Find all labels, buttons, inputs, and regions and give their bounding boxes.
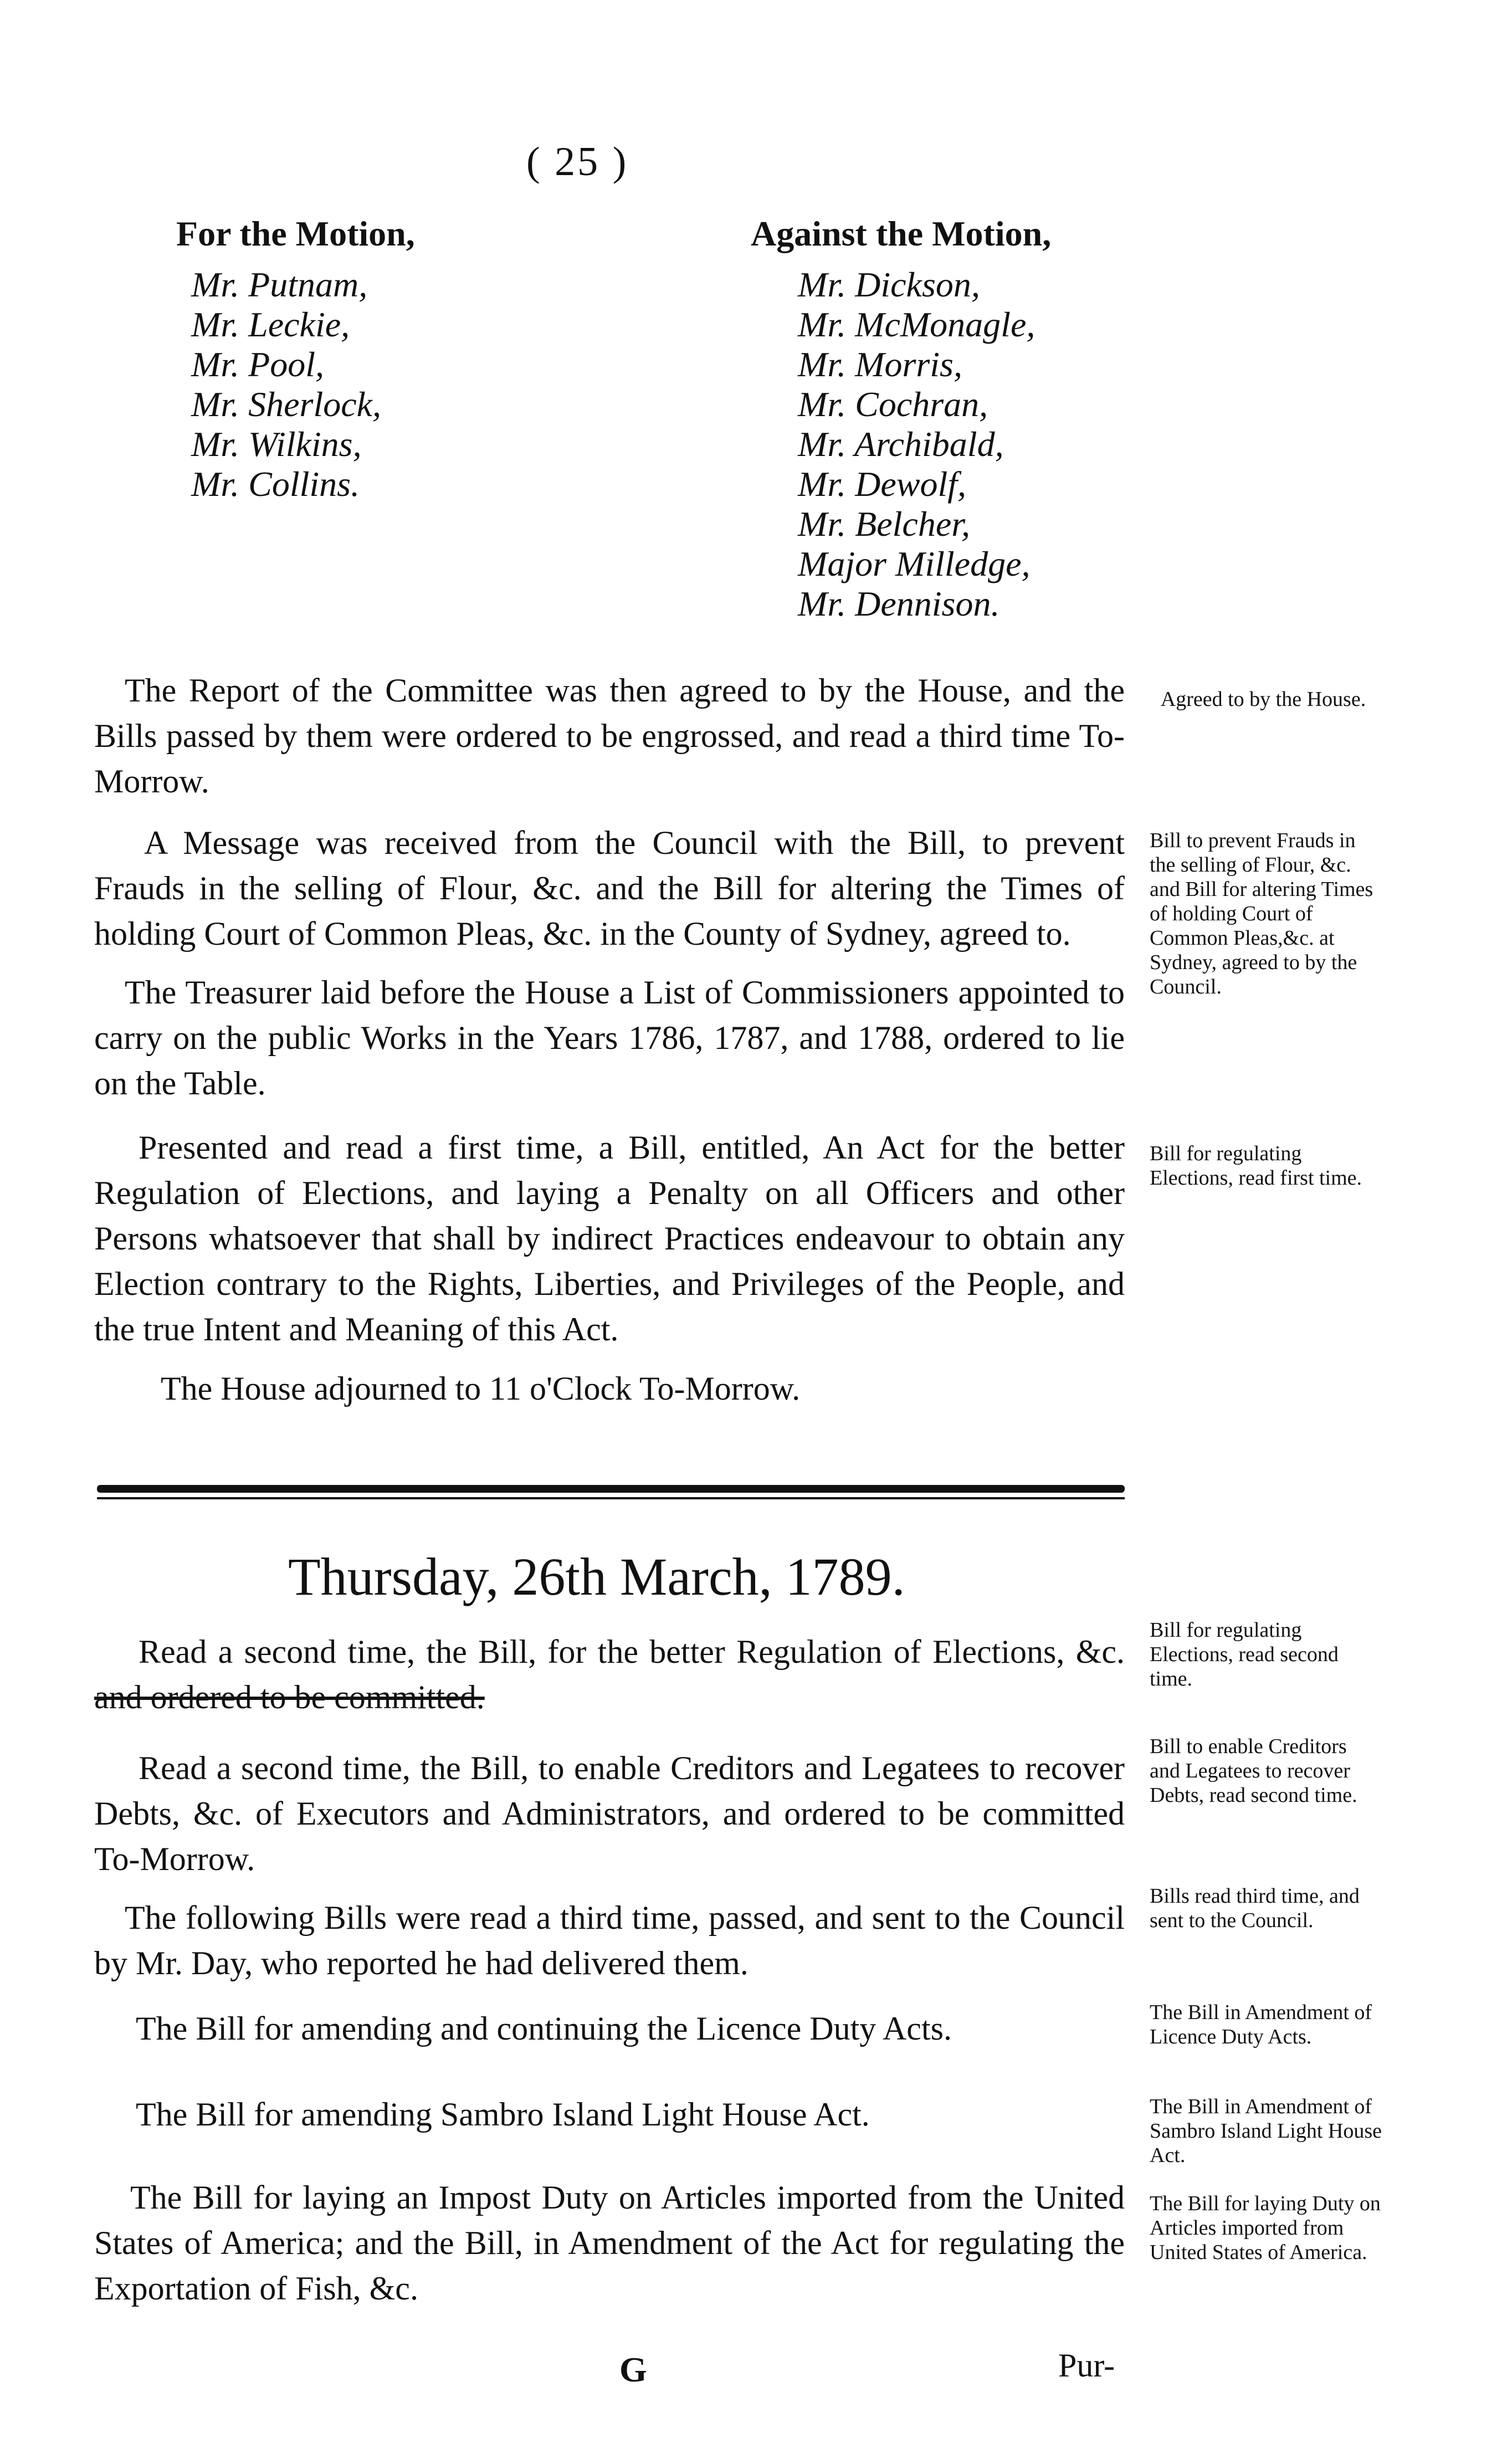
against-motion-heading: Against the Motion, xyxy=(751,214,1052,253)
for-motion-names xyxy=(191,265,381,504)
for-motion-heading: For the Motion, xyxy=(176,214,415,253)
for-name: Mr. Putnam, xyxy=(191,265,368,304)
margin-note-impost: The Bill for laying Duty on Articles imported from United States of America. xyxy=(1150,2192,1381,2264)
against-name: Major Milledge, xyxy=(798,544,1031,583)
for-name: Mr. Sherlock, xyxy=(191,385,382,424)
section-rule xyxy=(97,1485,1125,1493)
against-name: Mr. Cochran, xyxy=(798,385,988,424)
margin-note-regulating-second: Bill for regulating Elections, read second time. xyxy=(1150,1618,1339,1691)
against-name: Mr. Dewolf, xyxy=(798,464,966,504)
licence-bill: The Bill for amending and continuing the Licence Duty Acts. xyxy=(136,2010,952,2047)
date-heading: Thursday, 26th March, 1789. xyxy=(288,1547,905,1606)
against-motion-names xyxy=(798,265,1035,624)
catchword: Pur- xyxy=(1058,2347,1115,2384)
margin-note-third: Bills read third time, and sent to the Council. xyxy=(1150,1884,1360,1932)
margin-note-creditors: Bill to enable Creditors and Legatees to recover Debts, read second time. xyxy=(1150,1735,1357,1807)
treasurer-paragraph: The Treasurer laid before the House a List of Commissioners appointed to carry on the public Works in the Years 1786, 1787, and 1788, ordered to lie on the Table. xyxy=(94,974,1125,1102)
for-name: Mr. Leckie, xyxy=(191,305,350,344)
for-name: Mr. Pool, xyxy=(191,345,324,384)
margin-note-regulating-first: Bill for regulating Elections, read first time. xyxy=(1150,1142,1362,1190)
against-name: Mr. Morris, xyxy=(798,345,962,384)
message-paragraph: A Message was received from the Council with the Bill, to prevent Frauds in the selling of Flour, &c. and the Bill for altering the Times of holding Court of Common Pleas, &c. in the County of Sydney, agreed to. xyxy=(94,824,1125,952)
adjourned-paragraph: The House adjourned to 11 o'Clock To-Morrow. xyxy=(161,1370,801,1407)
for-name: Mr. Wilkins, xyxy=(191,424,362,464)
second-reading-paragraph: Read a second time, the Bill, for the better Regulation of Elections, &c. and ordered to be committed. xyxy=(94,1633,1125,1715)
against-name: Mr. Dennison. xyxy=(798,584,1000,623)
struck-text: and ordered to be committed. xyxy=(94,1679,485,1715)
page-number: ( 25 ) xyxy=(526,139,629,185)
against-name: Mr. Belcher, xyxy=(798,504,971,544)
presented-paragraph: Presented and read a first time, a Bill, entitled, An Act for the better Regulation of Elections, and laying a Penalty on all Officers and other Persons whatsoever that shall by indirect Practices endeavour to obtain any Election contrary to the Rights, Liberties, and Privileges of the People, and the true Intent and Meaning of this Act. xyxy=(94,1129,1125,1348)
section-rule-thin xyxy=(97,1497,1125,1499)
creditors-paragraph: Read a second time, the Bill, to enable Creditors and Legatees to recover Debts, &c. of Executors and Administrators, and ordered to be committed To-Morrow. xyxy=(94,1750,1125,1877)
against-name: Mr. Archibald, xyxy=(798,424,1004,464)
against-name: Mr. McMonagle, xyxy=(798,305,1036,344)
impost-bill-paragraph: The Bill for laying an Impost Duty on Articles imported from the United States of America; and the Bill, in Amendment of the Act for regulating the Exportation of Fish, &c. xyxy=(94,2179,1125,2307)
report-paragraph: The Report of the Committee was then agreed to by the House, and the Bills passed by them were ordered to be engrossed, and read a third time To-Morrow. xyxy=(94,672,1125,800)
margin-note-agreed: Agreed to by the House. xyxy=(1160,688,1366,711)
for-name: Mr. Collins. xyxy=(191,464,360,504)
margin-note-frauds: Bill to prevent Frauds in the selling of Flour, &c. and Bill for altering Times of holding Court of Common Pleas,&c. at Sydney, agreed to by the Council. xyxy=(1150,829,1373,998)
sambro-bill: The Bill for amending Sambro Island Light House Act. xyxy=(136,2096,870,2133)
against-name: Mr. Dickson, xyxy=(798,265,980,304)
following-bills-paragraph: The following Bills were read a third time, passed, and sent to the Council by Mr. Day, who reported he had delivered them. xyxy=(94,1899,1125,1981)
margin-note-sambro: The Bill in Amendment of Sambro Island Light House Act. xyxy=(1150,2095,1382,2167)
signature-mark: G xyxy=(619,2350,647,2389)
margin-note-licence: The Bill in Amendment of Licence Duty Acts. xyxy=(1150,2001,1372,2048)
